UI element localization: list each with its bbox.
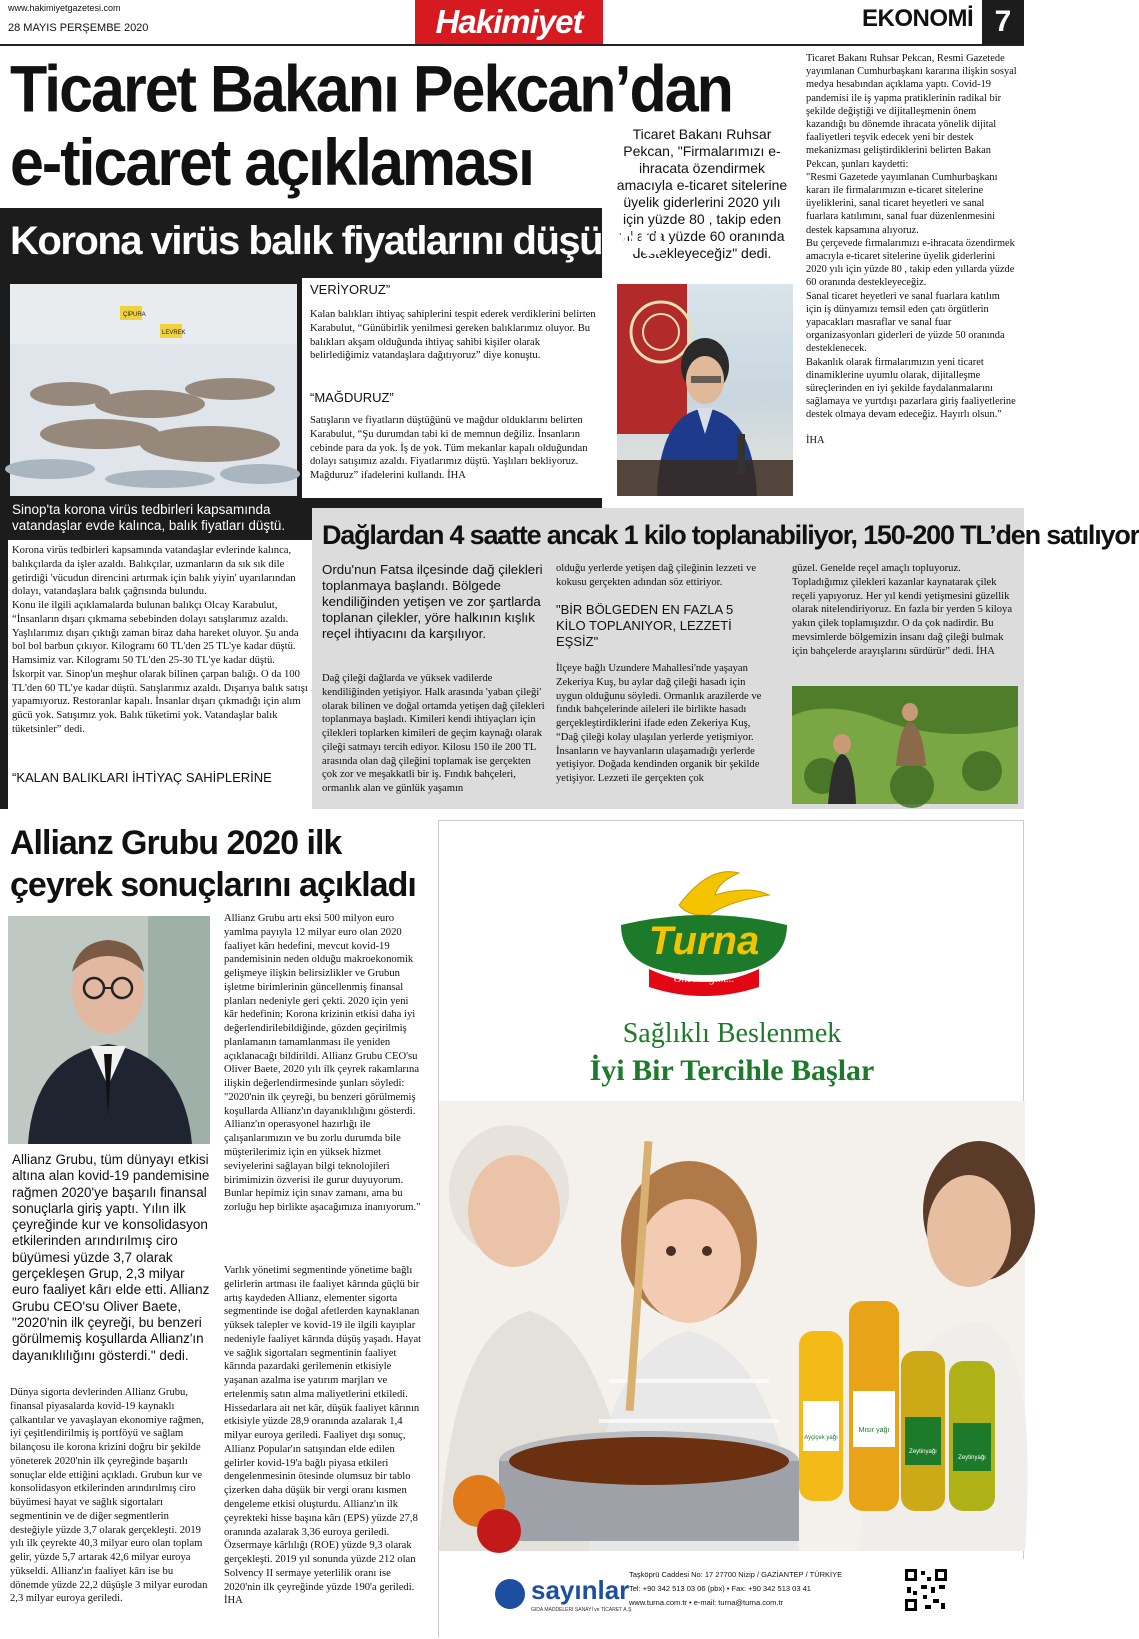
bottle-label: Zeytinyağı bbox=[909, 1449, 937, 1455]
paragraph: Konu ile ilgili açıklamalarda bulunan balıkçı Olcay Karabulut, “İnsanların dışarı çıkmama sebebinden dolayı satışlarımız azaldı. Yaşlılarımız dışarı çıktığı zaman biraz daha hareket oluyor. Şu anda bol bol barbun çıkıyor. Kilogramı 60 TL'den 25 TL'ye kadar düştü. Hamsimiz var. Kilogramı 50 TL'den 25-30 TL'ye kadar düştü. İskorpit var. Sinop'un meşhur olarak bilinen çarpan balığı. O da 100 TL'den 60 TL'ye kadar düştü. Satışlarımız azaldı. Dışarıya balık satışı yapamıyoruz. Restoranlar kapalı. İnsanlar dışarı çıkmadığı için alım gücü yok. Satışımız yok. Balık tüketimi yok. Vatandaşlar balık tüketsinler” dedi. bbox=[12, 600, 308, 735]
allianz-body-left: Dünya sigorta devlerinden Allianz Grubu, finansal piyasalarda kovid-19 kaynaklı çalkantılar ve yavaşlayan ekonomiye rağmen, iyi çeşitlendirilmiş iş portföyü ve sağlam bilançosu ile korona krizini doğru bir şekilde yöneterek 2020'nin ilk çeyreğinde başarılı sonuçlar elde ettiğini açıkladı. Grubun kur ve konsolidasyon etkilerinden arındırılmış ciro büyümesi hayat ve sağlık sigortaları segmentinin ve de diğer segmentlerin desteğiyle yüzde 3,7 olarak gerçekleşti. 2019 yılı ilk çeyrekte 40,3 milyar euro olan toplam gelir, yüzde 5,7 artarak 42,6 milyar euroya yükseldi. Allianz'ın faaliyet kârı ise bu dönemde yüzde 22,2 düşüşle 3 milyar eurodan 2,3 milyar euroya geriledi. bbox=[10, 1387, 208, 1605]
allianz-body-right2: Varlık yönetimi segmentinde yönetime bağlı gelirlerin artması ile faaliyet kârında güçlü bir artış kaydeden Allianz, elementer sigorta segmentinde ise doğal afetlerden kaynaklanan yüksek talepler ve kovid-19 ile ilgili kayıplar nedeniyle faaliyet kârında düşüş yaşadı. Hayat ve sağlık sigortaları segmentinin faaliyet kârında pazardaki gerilemenin etkisiyle yaşanan azalma ise yatırım marjları ve ertelenmiş satın alma maliyetlerini etkiledi. Hissedarlara ait net kâr, düşük faaliyet kârının etkisiyle yüzde 28,9 oranında azalarak 1,4 milyar euroya geriledi. Faaliyet dışı sonuç, Allianz Popular'ın satışından elde edilen gelirler kovid-19'a bağlı piyasa etkileri dengelenmesinin ötesinde olumsuz bir tablo çizerken daha düşük bir vergi oranı kısmen dengeleme etkisi oluşturdu. Allianz'ın ilk çeyrekteki hisse başına kârı (EPS) yüzde 27,8 oranında azalarak 3,36 euroya geriledi. Özsermaye kârlılığı (ROE) yüzde 9,3 olarak gerçekleşti. 2019 yıl sonunda yüzde 212 olan Solvency II sermaye yeterlilik oranı ise 2020'nin ilk çeyreğinde yüzde 190'a geriledi. İHA bbox=[224, 1265, 422, 1607]
allianz-lead: Allianz Grubu, tüm dünyayı etkisi altına alan kovid-19 pandemisine rağmen 2020'ye başarılı finansal sonuçlarla giriş yaptı. Yılın ilk çeyreğinde kur ve konsolidasyon etkilerinden arındırılmış ciro büyümesi yüzde 3,7 olarak gerçekleşen Grup, 2,3 milyar euro faaliyet kârı elde etti. Allianz Grubu CEO'su Oliver Baete, "2020'nin ilk çeyreği, bu benzeri görülmemiş koşullarda Allianz'ın dayanıklılığını gösterdi." dedi. bbox=[12, 1152, 210, 1363]
fish-body-left bbox=[12, 544, 308, 737]
sayinlar-logo-icon bbox=[495, 1579, 525, 1609]
paragraph: "Resmi Gazetede yayımlanan Cumhurbaşkanı kararı ile firmalarımızın e-ticaret sitelerine üyeliklerini, sanal ticaret heyetleri ve sanal fuarlara katılımını, sanal fuar düzenlenmesini destek kapsamına alıyoruz. bbox=[806, 171, 998, 236]
strawberry-headline: Dağlardan 4 saatte ancak 1 kilo toplanabiliyor, 150-200 TL’den satılıyor bbox=[322, 520, 1139, 550]
strawberry-body2: olduğu yerlerde yetişen dağ çileğinin lezzeti ve kokusu gerçekten adından söz ettiriyor. bbox=[556, 563, 757, 588]
strawberry-pickers-photo bbox=[792, 686, 1018, 804]
paragraph: Ticaret Bakanı Ruhsar Pekcan, Resmi Gazetede yayımlanan Cumhurbaşkanı kararına ilişkin sosyal medya hesabından açıklama yaptı. Covid-19 pandemisi ile iş yapma pratiklerinin radikal bir şekilde değiştiği ve dijitalleşmenin önem kazandığı bu dönemde ihracata yönelik dijital faaliyetleri teşvik edecek yeni bir destek mekanizması geliştirdiklerini belirten Bakan Pekcan, şunları kaydetti: bbox=[806, 53, 1017, 170]
paragraph: Bakanlık olarak firmalarımızın yeni ticaret dinamiklerine uyumlu olarak, dijitalleşme süreçlerinden en iyi şekilde faydalanmalarını sağlamaya ve yurtdışı pazarlara giriş faaliyetlerine destek olmaya devam edeceğiz. Hayırlı olsun." bbox=[806, 356, 1016, 421]
ad-headline-line1: Sağlıklı Beslenmek bbox=[622, 1018, 842, 1049]
fish-headline: Korona virüs balık fiyatlarını düşürdü bbox=[10, 219, 663, 263]
price-tag: LEVREK bbox=[162, 330, 186, 336]
pekcan-body bbox=[806, 52, 1018, 447]
allianz-body-right1: Allianz Grubu artı eksi 500 milyon euro yamlma payıyla 12 milyar euro olan 2020 faaliyet kârı hedefini, mevcut kovid-19 pandemisinin neden olduğu makroekonomik gelişmeye ilişkin belirsizlikler ve Grubun işletme birimlerinin güncellenmiş finansal planları nedeniyle geri çekti. 2020 için yeni kâr hedefinin; Korona krizinin etkisi daha iyi değerlendirilebildiğinde, gözden geçirilmiş planlamanın tamamlanması ile yeniden açıklanacağı bildirildi. Allianz Grubu CEO'su Oliver Baete, 2020 yılı ilk çeyrek rakamlarına ilişkin değerlendirmesinde şunları söyledi: "2020'nin ilk çeyreği, bu benzeri görülmemiş koşullarda Allianz'ın dayanıklılığını gösterdi. Allianz'ın operasyonel hazırlığı ile çalışanlarımızın ve bu zorlu durumda bile müşterilerimiz için en yüksek hizmet seviyelerini sağlayan bilgi teknolojileri birimimizin özverisi ile gurur duyuyorum. Bunlar hepimiz için sınav zamanı, ama bu zorluğu hep birlikte aşacağımıza inanıyorum." bbox=[224, 913, 421, 1214]
strawberry-body3: İlçeye bağlı Uzundere Mahallesi'nde yaşayan Zekeriya Kuş, bu aylar dağ çileği hasadı için uygun olduğunu söyledi. Ormanlık arazilerde ve fındık bahçelerinde aileleri ile birlikte hasadı gerçekleştirdiklerini ifade eden Zekeriya Kuş, “Dağ çileği kolay ulaşılan yerlerde yetişmiyor. İnsanların ve hayvanların ulaşamadığı yerlerde yetişiyor. Doğada kendinden organik bir şekilde yetişiyor. Lezzeti ile gerçekten çok bbox=[556, 663, 762, 785]
strawberry-subhead: "BİR BÖLGEDEN EN FAZLA 5 KİLO TOPLANIYOR, LEZZETİ EŞSİZ" bbox=[556, 602, 734, 649]
headline-line: Allianz Grubu 2020 ilk bbox=[10, 824, 342, 862]
allianz-ceo-photo bbox=[8, 916, 210, 1144]
allianz-headline bbox=[10, 822, 430, 906]
pekcan-photo bbox=[617, 284, 793, 496]
headline-line: çeyrek sonuçlarını açıkladı bbox=[10, 866, 416, 904]
story-pekcan-headline bbox=[10, 52, 732, 199]
strawberry-body4: güzel. Genelde reçel amaçlı topluyoruz. Topladığımız çilekleri kazanlar kaynatarak çilek reçeli yapıyoruz. Her yıl kendi yetişmesini güzellik olarak nitelendiriyoruz. En fazla bir yerden 5 kiloya yakın çilek toplamışızdır. O da çok nadirdir. Bu mevsimlerde bölgemizin insanı dağ çileği bulmak için bahçelerde arayışlarını sürdürür” dedi. İHA bbox=[792, 563, 1013, 657]
page-number: 7 bbox=[982, 0, 1024, 44]
headline-line: e-ticaret açıklaması bbox=[10, 125, 533, 199]
turna-logo bbox=[619, 865, 789, 1005]
fish-photo-caption: Sinop'ta korona virüs tedbirleri kapsamında vatandaşlar evde kalınca, balık fiyatları düştü. bbox=[12, 502, 286, 533]
paragraph: Bu çerçevede firmalarımızı e-ihracata özendirmek amacıyla e-ticaret sitelerine üyelik giderlerini 2020 yılı için yüzde 80 , takip eden yıllarda yüzde 60 oranında destekleyeceğiz. bbox=[806, 237, 1015, 289]
masthead bbox=[0, 0, 1024, 46]
issue-date: 28 MAYIS PERŞEMBE 2020 bbox=[8, 22, 149, 34]
turna-advertisement[interactable] bbox=[438, 820, 1024, 1638]
fish-subhead-cont: VERİYORUZ” bbox=[310, 282, 391, 297]
paragraph: Sanal ticaret heyetleri ve sanal fuarlara katılım için iş dünyamızı temsil eden çatı örgütlerin yapacakları masraflar ve sanal fuar organizasyonları giderleri de yüzde 50 oranında desteklenecek. bbox=[806, 290, 1005, 355]
fish-subhead2: “MAĞDURUZ” bbox=[310, 390, 394, 405]
fish-body-right1: Kalan balıkları ihtiyaç sahiplerini tespit ederek verdiklerini belirten Karabulut, “Günübirlik yenilmesi gereken balıklarımız oluyor. Bu balıkları akşam olduğunda ihtiyaç sahibi kişiler olarak belirlediğimiz vatandaşlara dağıtıyoruz” diye konuştu. bbox=[310, 309, 596, 362]
bottle-label: Mısır yağı bbox=[858, 1427, 890, 1434]
pekcan-quote: Ticaret Bakanı Ruhsar Pekcan, "Firmalarımızı e-ihracata özendirmek amacıyla e-ticaret sitelerine üyelik giderlerini 2020 yılı için yüzde 80 , takip eden yıllarda yüzde 60 oranında destekleyeceğiz" dedi. bbox=[616, 126, 788, 261]
strawberry-body1: Dağ çileği dağlarda ve yüksek vadilerde kendiliğinden yetişiyor. Halk arasında 'yaban çileği' olarak bilinen ve doğal ortamda yetişen dağ çilekleri toplanmaya başladı. Kimileri kendi ihtiyaçları için çilekleri toplarken kimileri de geçim kaynağı olarak çileği satmayı tercih ediyor. Kilosu 150 ile 200 TL arasında olan dağ çileğini toplamak ise gerçekten çok zor ve meşakkatli bir iş. Fındık bahçeleri, ormanlık alan ve günlük yaşamın bbox=[322, 673, 545, 795]
newspaper-logo bbox=[415, 0, 603, 44]
bottle-label: Ayçiçek yağı bbox=[804, 1435, 838, 1441]
family-cooking-illustration bbox=[439, 1101, 1025, 1551]
logo-text: Hakimiyet bbox=[435, 3, 583, 40]
bottle-label: Zeytinyağı bbox=[958, 1455, 986, 1461]
company-subtitle: GIDA MADDELERİ SANAYİ ve TİCARET A.Ş. bbox=[531, 1607, 633, 1613]
fish-subhead1: “KALAN BALIKLARI İHTİYAÇ SAHİPLERİNE bbox=[12, 770, 272, 785]
headline-line: Ticaret Bakanı Pekcan’dan bbox=[10, 52, 732, 126]
company-phone: Tel: +90 342 513 03 06 (pbx) • Fax: +90 342 513 03 41 bbox=[629, 1584, 811, 1593]
turna-tagline: Önce sağlık... bbox=[673, 973, 735, 985]
price-tag: ÇİPURA bbox=[123, 312, 146, 318]
ad-headline-line2: İyi Bir Tercihle Başlar bbox=[589, 1054, 875, 1087]
company-web[interactable]: www.turna.com.tr • e-mail: turna@turna.com.tr bbox=[629, 1598, 784, 1607]
fish-body-right2: Satışların ve fiyatların düştüğünü ve mağdur olduklarını belirten Karabulut, “Şu durumdan tabi ki de memnun değiliz. İnsanların cebinde para da yok. İş de yok. Tüm mekanlar kapalı olduğundan dolayı satışımız azaldı. Fiyatlarımız düştü. Yaşlıları bekliyoruz. Mağduruz” ifadelerini kullandı. İHA bbox=[310, 415, 588, 482]
company-address: Taşköprü Caddesi No: 17 27700 Nizip / GAZİANTEP / TÜRKİYE bbox=[629, 1570, 843, 1579]
section-name: EKONOMİ bbox=[862, 5, 974, 32]
website-url[interactable]: www.hakimiyetgazetesi.com bbox=[8, 3, 121, 13]
byline: İHA bbox=[806, 434, 825, 446]
ad-footer bbox=[439, 1559, 1025, 1639]
strawberry-intro: Ordu'nun Fatsa ilçesinde dağ çilekleri toplanmaya başlandı. Bölgede kendiliğinden yetişen ve zor şartlarda toplanan çilekler, yöre halkının kışlık reçel ihtiyacını da karşılıyor. bbox=[322, 562, 543, 641]
paragraph: Korona virüs tedbirleri kapsamında vatandaşlar evlerinde kalınca, balıkçılarda da işler azaldı. Balıkçılar, uzmanların da sık sık dile getirdiği 'vücudun direncini artırmak için balık yiyin' uyarılarından dolayı, vatandaşlara balık çağrısında bulundu. bbox=[12, 545, 296, 598]
company-name: sayınlar bbox=[531, 1575, 630, 1605]
fish-market-photo bbox=[10, 284, 297, 496]
turna-brand: Turna bbox=[648, 919, 760, 963]
qr-code-icon[interactable] bbox=[903, 1567, 949, 1613]
